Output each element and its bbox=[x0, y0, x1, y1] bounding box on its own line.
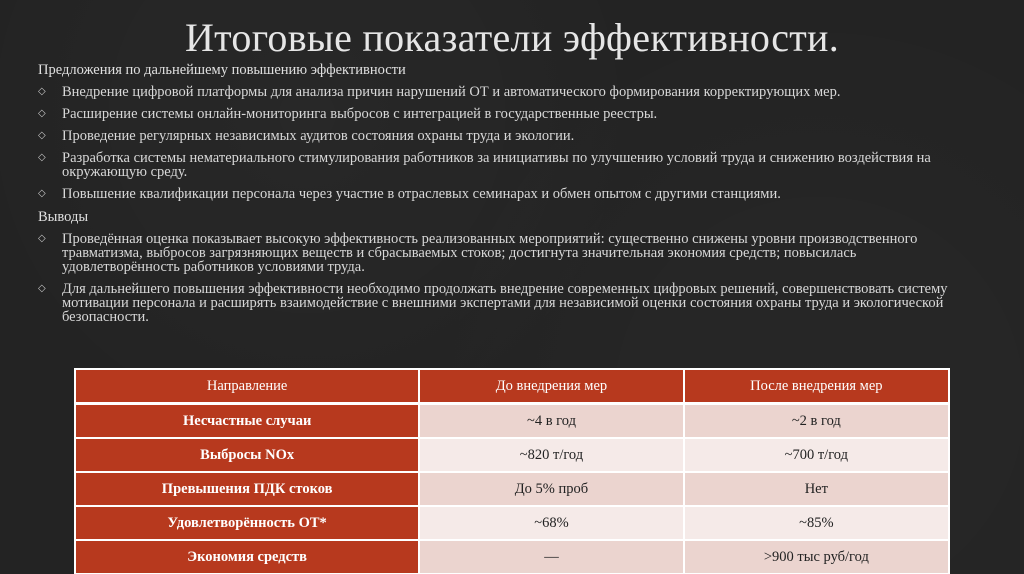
list-item-text: Внедрение цифровой платформы для анализа причин нарушений ОТ и автоматического формирования корректирующих мер. bbox=[62, 84, 841, 100]
list-item-text: Проведённая оценка показывает высокую эффективность реализованных мероприятий: существенно снижены уровни производственного травматизма, выбросов загрязняющих веществ и сбрасываемых стоков; достигнута значительная экономия средств; повысилась удовлетворённость работников условиями труда. bbox=[62, 231, 918, 275]
list-item bbox=[38, 85, 968, 99]
list-item-text: Расширение системы онлайн-мониторинга выбросов с интеграцией в государственные реестры. bbox=[62, 106, 658, 122]
table-row bbox=[75, 438, 949, 472]
before-value: — bbox=[419, 540, 683, 574]
list-item-text: Для дальнейшего повышения эффективности необходимо продолжать внедрение современных цифровых решений, совершенствовать систему мотивации персонала и расширять взаимодействие с внешними экспертами для независимой оценки состояния охраны труда и экологической безопасности. bbox=[62, 281, 948, 325]
metrics-table bbox=[74, 368, 950, 574]
diamond-bullet-icon: ◇ bbox=[38, 130, 46, 141]
list-item bbox=[38, 187, 968, 201]
table-row bbox=[75, 540, 949, 574]
list-item bbox=[38, 282, 968, 324]
list-item bbox=[38, 232, 968, 274]
row-label: Несчастные случаи bbox=[75, 404, 419, 439]
table-row bbox=[75, 404, 949, 439]
column-header-before: До внедрения мер bbox=[419, 369, 683, 404]
before-value: ~4 в год bbox=[419, 404, 683, 439]
before-value: ~68% bbox=[419, 506, 683, 540]
diamond-bullet-icon: ◇ bbox=[38, 233, 46, 244]
diamond-bullet-icon: ◇ bbox=[38, 86, 46, 97]
page-title: Итоговые показатели эффективности. bbox=[184, 15, 840, 60]
column-header-after: После внедрения мер bbox=[684, 369, 949, 404]
proposals-list bbox=[38, 85, 968, 201]
column-header-direction: Направление bbox=[75, 369, 419, 404]
diamond-bullet-icon: ◇ bbox=[38, 188, 46, 199]
list-item-text: Повышение квалификации персонала через участие в отраслевых семинарах и обмен опытом с другими станциями. bbox=[62, 186, 781, 202]
list-item bbox=[38, 129, 968, 143]
list-item bbox=[38, 107, 968, 121]
list-item bbox=[38, 151, 968, 179]
after-value: ~700 т/год bbox=[684, 438, 949, 472]
conclusions-heading: Выводы bbox=[38, 209, 89, 225]
table-header-row bbox=[75, 369, 949, 404]
after-value: ~2 в год bbox=[684, 404, 949, 439]
table-row bbox=[75, 506, 949, 540]
before-value: До 5% проб bbox=[419, 472, 683, 506]
diamond-bullet-icon: ◇ bbox=[38, 108, 46, 119]
table-row bbox=[75, 472, 949, 506]
after-value: ~85% bbox=[684, 506, 949, 540]
row-label: Выбросы NOx bbox=[75, 438, 419, 472]
list-item-text: Проведение регулярных независимых аудитов состояния охраны труда и экологии. bbox=[62, 128, 575, 144]
before-value: ~820 т/год bbox=[419, 438, 683, 472]
row-label: Экономия средств bbox=[75, 540, 419, 574]
row-label: Удовлетворённость ОТ* bbox=[75, 506, 419, 540]
proposals-heading: Предложения по дальнейшему повышению эффективности bbox=[38, 62, 406, 78]
after-value: Нет bbox=[684, 472, 949, 506]
row-label: Превышения ПДК стоков bbox=[75, 472, 419, 506]
content bbox=[38, 62, 968, 332]
after-value: >900 тыс руб/год bbox=[684, 540, 949, 574]
conclusions-list bbox=[38, 232, 968, 324]
diamond-bullet-icon: ◇ bbox=[38, 152, 46, 163]
diamond-bullet-icon: ◇ bbox=[38, 283, 46, 294]
list-item-text: Разработка системы нематериального стимулирования работников за инициативы по улучшению условий труда и снижению воздействия на окружающую среду. bbox=[62, 150, 931, 180]
